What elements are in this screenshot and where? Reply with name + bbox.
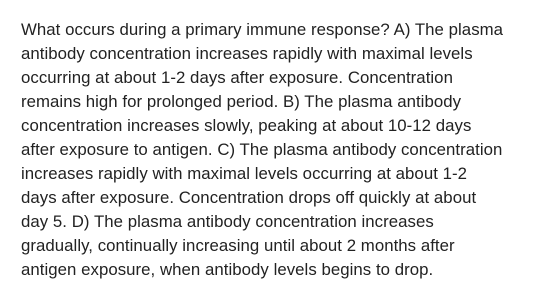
question-line: What occurs during a primary immune response? A) The plasma [21,20,504,39]
question-line: days after exposure. Concentration drops off quickly at about [21,188,477,207]
question-line: after exposure to antigen. C) The plasma antibody concentration [21,140,503,159]
question-line: antigen exposure, when antibody levels begins to drop. [21,260,434,279]
question-line: increases rapidly with maximal levels occurring at about 1-2 [21,164,468,183]
question-line: remains high for prolonged period. B) The plasma antibody [21,92,462,111]
question-line: antibody concentration increases rapidly with maximal levels [21,44,473,63]
question-line: day 5. D) The plasma antibody concentration increases [21,212,434,231]
question-line: concentration increases slowly, peaking at about 10-12 days [21,116,472,135]
question-line: occurring at about 1-2 days after exposure. Concentration [21,68,453,87]
question-text [21,18,551,282]
question-line: gradually, continually increasing until about 2 months after [21,236,455,255]
